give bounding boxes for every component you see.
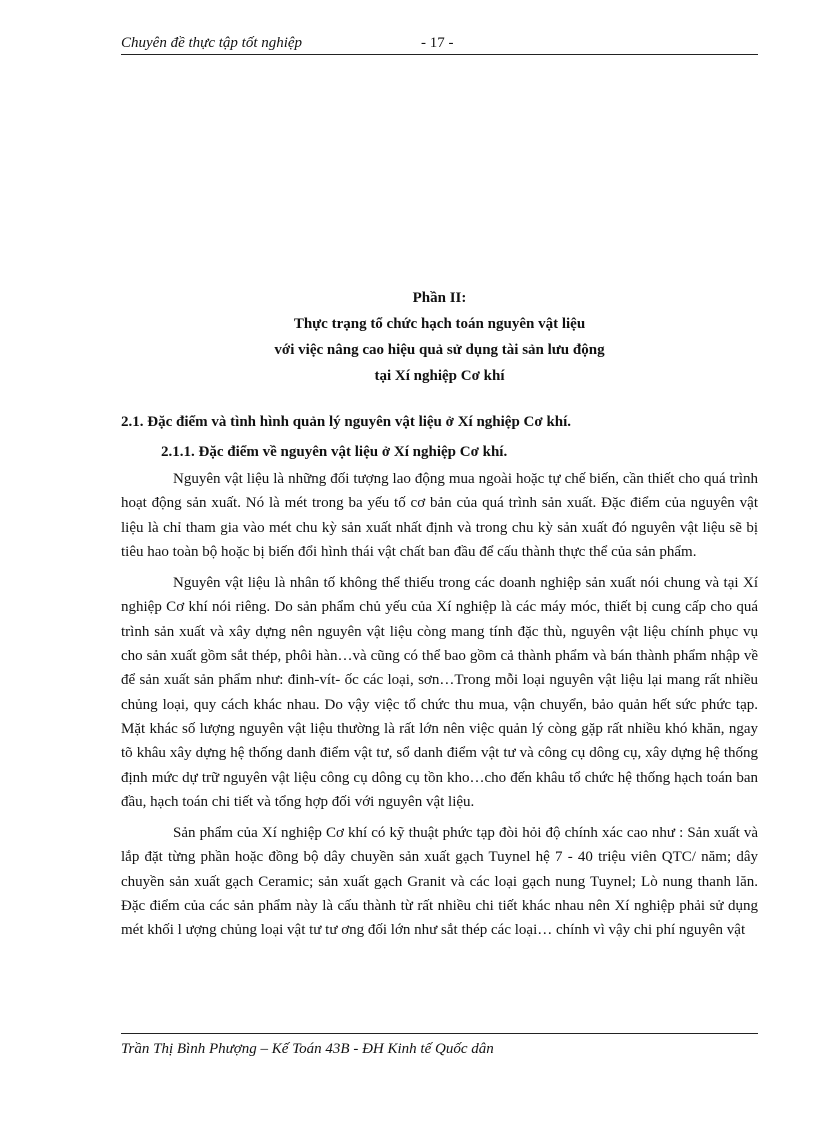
part-label: Phần II: bbox=[412, 290, 467, 306]
paragraph-1: Nguyên vật liệu là những đối tượng lao động mua ngoài hoặc tự chế biến, cần thiết cho quá trình hoạt động sản xuất. Nó là mét trong ba yếu tố cơ bản của quá trình sản xuất. Đặc điểm của nguyên vật liệu là chỉ tham gia vào mét chu kỳ sản xuất nhất định và trong chu kỳ sản xuất đó nguyên vật liệu sẽ bị tiêu hao toàn bộ hoặc bị biến đổi hình thái vật chất ban đầu để cấu thành thực thể của sản phẩm. bbox=[121, 471, 758, 560]
paragraph-2: Nguyên vật liệu là nhân tố không thể thiếu trong các doanh nghiệp sản xuất nói chung và tại Xí nghiệp Cơ khí nói riêng. Do sản phẩm chủ yếu của Xí nghiệp là các máy móc, thiết bị cung cấp cho quá trình sản xuất và xây dựng nên nguyên vật liệu còng mang tính đặc thù, nguyên vật liệu chính phục vụ cho sản xuất gồm sắt thép, phôi hàn…và cũng có thể bao gồm cả thành phẩm và bán thành phẩm nhập về để sản xuất sản phẩm như: đinh-vít- ốc các loại, sơn…Trong mỗi loại nguyên vật liệu lại mang rất nhiều chủng loại, quy cách khác nhau. Do vậy việc tổ chức thu mua, vận chuyển, bảo quản hết sức phức tạp. Mặt khác số lượng nguyên vật liệu thường là rất lớn nên việc quản lý còng gặp rất nhiều khó khăn, ngay tõ khâu xây dựng hệ thống danh điểm vật tư, sổ danh điểm vật tư và công cụ dông cụ, xây dựng hệ thống định mức dự trữ nguyên vật liệu công cụ dông cụ tồn kho…cho đến khâu tổ chức hệ thống hạch toán ban đầu, hạch toán chi tiết và tổng hợp đối với nguyên vật liệu. bbox=[121, 575, 758, 810]
header-title: Chuyên đề thực tập tốt nghiệp bbox=[121, 35, 303, 51]
part-title-line-1: Thực trạng tổ chức hạch toán nguyên vật liệu bbox=[293, 316, 586, 332]
part-title-line-2: với việc nâng cao hiệu quả sử dụng tài sản lưu động bbox=[274, 342, 605, 358]
footer-text: Trần Thị Bình Phượng – Kế Toán 43B - ĐH Kinh tế Quốc dân bbox=[121, 1041, 494, 1057]
part-title-block bbox=[121, 285, 758, 389]
paragraph-3: Sản phẩm của Xí nghiệp Cơ khí có kỹ thuật phức tạp đòi hỏi độ chính xác cao như : Sản xuất và lắp đặt từng phần hoặc đồng bộ dây chuyền sản xuất gạch Tuynel hệ 7 - 40 triệu viên QTC/ năm; dây chuyền sản xuất gạch Ceramic; sản xuất gạch Granit và các loại gạch nung Tuynel; Lò nung thanh lăn. Đặc điểm của các sản phẩm này là cấu thành từ rất nhiều chi tiết khác nhau nên Xí nghiệp phải sử dụng mét khối l ượng chủng loại vật tư tư ơng đối lớn như sắt thép các loại… chính vì vậy chi phí nguyên vật bbox=[121, 825, 758, 939]
subsection-heading: 2.1.1. Đặc điểm về nguyên vật liệu ở Xí nghiệp Cơ khí. bbox=[161, 444, 508, 460]
page-footer bbox=[121, 1033, 758, 1060]
section-heading: 2.1. Đặc điểm và tình hình quản lý nguyên vật liệu ở Xí nghiệp Cơ khí. bbox=[121, 414, 572, 430]
part-title-line-3: tại Xí nghiệp Cơ khí bbox=[374, 368, 505, 384]
page-number: - 17 - bbox=[421, 35, 454, 51]
body-text bbox=[121, 467, 758, 950]
page-header bbox=[121, 32, 758, 55]
